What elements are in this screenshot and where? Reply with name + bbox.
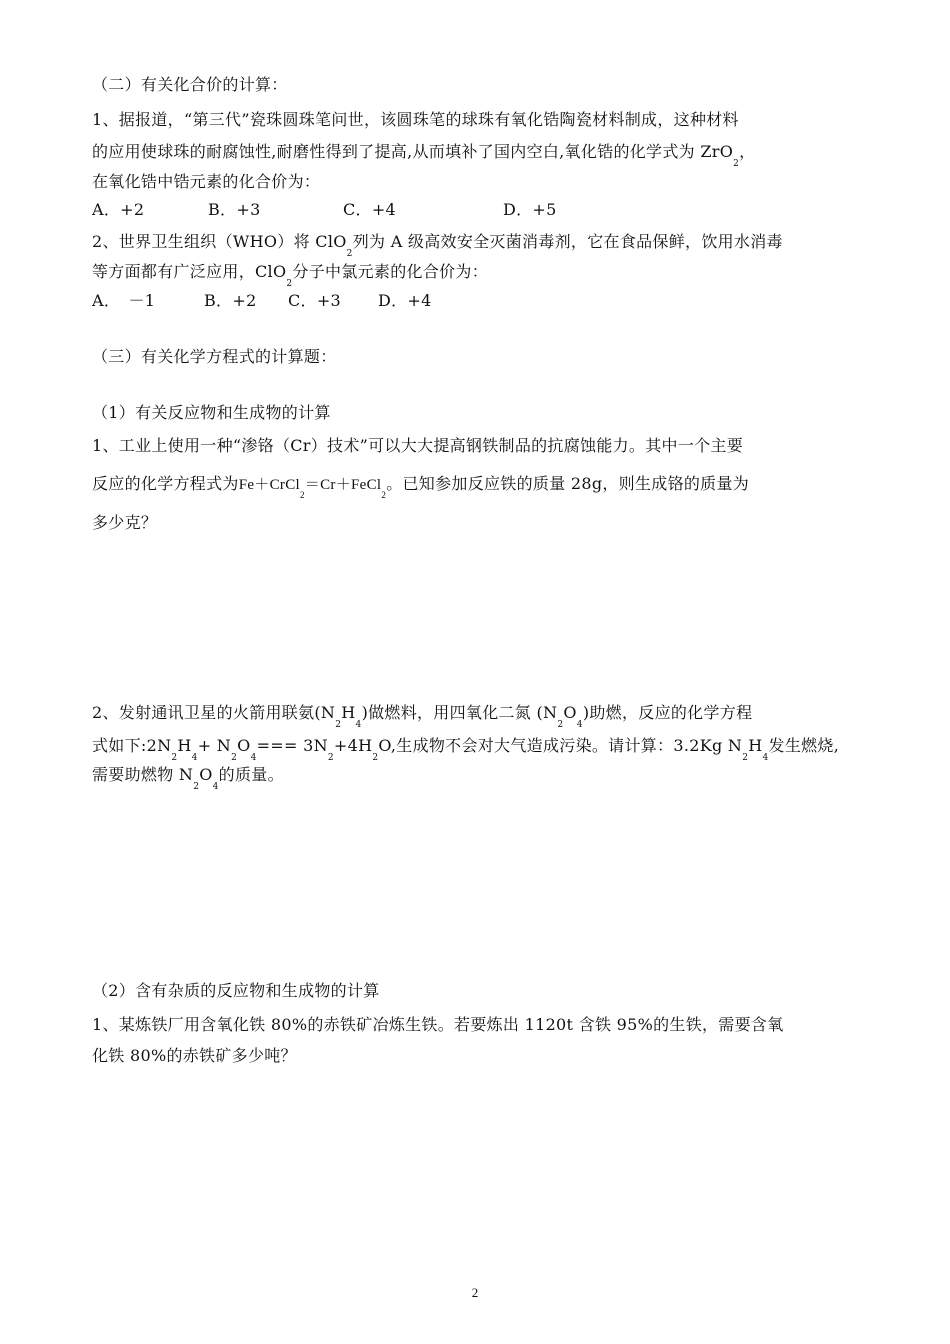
chemical-formula: Fe＋CrCl$_2$＝Cr＋FeCl$_2$ bbox=[238, 477, 387, 500]
option-c: C．+4 bbox=[343, 200, 397, 219]
equation-q2-line1: 2、发射通讯卫星的火箭用联氨$(N_2H_4)$做燃料，用四氧化二氮 $(N_2O_4)$助燃，反应的化学方程 bbox=[92, 703, 753, 730]
valence-q1-options bbox=[92, 200, 862, 220]
section-heading-equation: （三）有关化学方程式的计算题： bbox=[92, 347, 337, 366]
option-b: B．+2 bbox=[204, 291, 257, 310]
equation-q2-line2: 式如下$:2N_2H_4+ N_2O_4=== 3N_2+4H_2O$,生成物不会对大气造成污染。请计算：3.2Kg $N_2H_4$发生燃烧, bbox=[92, 736, 840, 763]
equation-q2-line3: 需要助燃物 $N_2O_4$的质量。 bbox=[92, 765, 284, 792]
page-number: 2 bbox=[471, 1285, 479, 1300]
option-d: D．+4 bbox=[378, 291, 432, 310]
subsection-heading-1: （1）有关反应物和生成物的计算 bbox=[92, 403, 331, 422]
subsection-heading-2: （2）含有杂质的反应物和生成物的计算 bbox=[92, 981, 380, 1000]
valence-q1-line2: 的应用使球珠的耐腐蚀性,耐磨性得到了提高,从而填补了国内空白,氧化锆的化学式为 ZrO$_2$， bbox=[92, 142, 756, 169]
valence-q2-line2: 等方面都有广泛应用，ClO$_2$分子中氯元素的化合价为： bbox=[92, 262, 489, 289]
section-heading-valence: （二）有关化合价的计算： bbox=[92, 75, 288, 94]
option-d: D．+5 bbox=[503, 200, 557, 219]
equation-q1-line1: 1、工业上使用一种“渗铬（Cr）技术”可以大大提高钢铁制品的抗腐蚀能力。其中一个主要 bbox=[92, 436, 744, 455]
equation-q1-line3: 多少克？ bbox=[92, 513, 158, 532]
option-a: A．+2 bbox=[92, 200, 145, 219]
option-c: C．+3 bbox=[288, 291, 342, 310]
impurity-q1-line2: 化铁 80%的赤铁矿多少吨？ bbox=[92, 1046, 297, 1065]
option-a: A． －1 bbox=[92, 291, 156, 310]
impurity-q1-line1: 1、某炼铁厂用含氧化铁 80%的赤铁矿冶炼生铁。若要炼出 1120t 含铁 95%的生铁，需要含氧 bbox=[92, 1015, 784, 1034]
valence-q2-options bbox=[92, 291, 862, 311]
valence-q1-line1: 1、据报道，“第三代”瓷珠圆珠笔问世，该圆珠笔的球珠有氧化锆陶瓷材料制成，这种材料 bbox=[92, 110, 739, 129]
option-b: B．+3 bbox=[208, 200, 261, 219]
valence-q1-line3: 在氧化锆中锆元素的化合价为： bbox=[92, 172, 321, 191]
equation-q1-line2: 反应的化学方程式为Fe＋CrCl$_2$＝Cr＋FeCl$_2$。已知参加反应铁的质量 28g，则生成铬的质量为 bbox=[92, 474, 750, 500]
valence-q2-line1: 2、世界卫生组织（WHO）将 ClO$_2$列为 A 级高效安全灭菌消毒剂，它在食品保鲜，饮用水消毒 bbox=[92, 232, 783, 259]
